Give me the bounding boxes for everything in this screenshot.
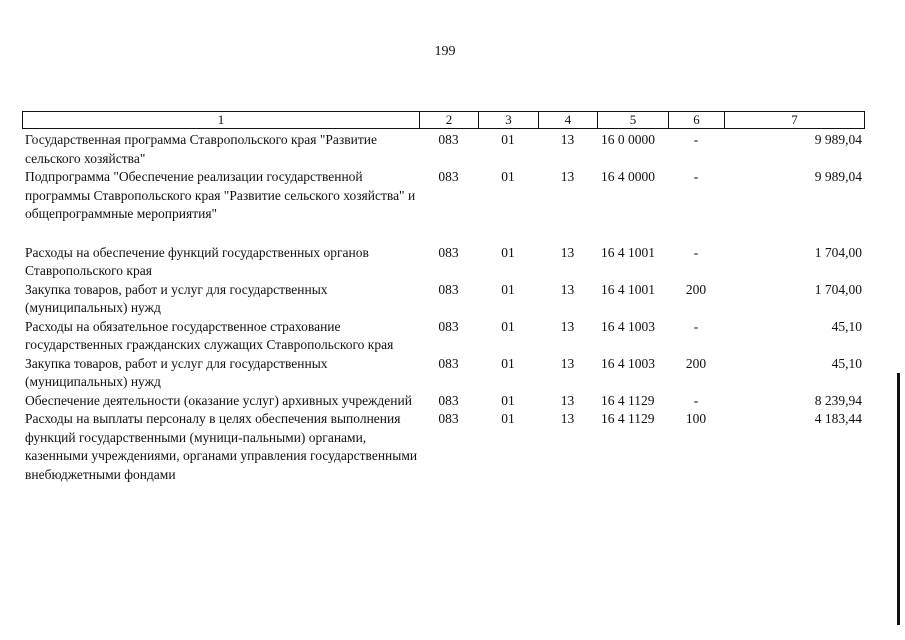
row-col-6: -	[693, 169, 699, 184]
header-col-3: 3	[479, 112, 539, 128]
header-col-4: 4	[539, 112, 598, 128]
row-col-3: 01	[501, 281, 515, 297]
row-col-7: 4 183,44	[814, 411, 862, 426]
row-col-5: 16 4 0000	[601, 169, 655, 184]
header-col-5: 5	[598, 112, 669, 128]
row-name: Расходы на обеспечение функций государственных органов Ставропольского края	[25, 244, 369, 278]
row-col-4: 13	[560, 411, 575, 426]
table-body	[22, 131, 865, 484]
row-col-5: 16 4 1129	[601, 411, 655, 426]
row-col-2: 083	[438, 392, 459, 408]
row-col-4: 13	[560, 318, 575, 334]
table-row	[22, 131, 865, 168]
row-col-7: 45,10	[831, 355, 862, 371]
table-row	[22, 318, 865, 355]
table-row	[22, 410, 865, 484]
row-col-6: -	[693, 132, 699, 147]
row-col-7: 45,10	[831, 318, 862, 334]
row-col-7: 8 239,94	[814, 392, 862, 408]
row-col-5: 16 4 1129	[601, 392, 655, 408]
row-col-2: 083	[438, 244, 459, 260]
row-name: Закупка товаров, работ и услуг для государственных (муниципальных) нужд	[25, 355, 328, 389]
row-col-2: 083	[438, 132, 459, 147]
row-col-7: 1 704,00	[814, 281, 862, 297]
row-col-6: 200	[685, 355, 707, 371]
row-col-4: 13	[560, 169, 575, 184]
row-col-7: 9 989,04	[814, 169, 862, 184]
row-col-5: 16 4 1001	[601, 244, 655, 260]
row-name: Закупка товаров, работ и услуг для государственных (муниципальных) нужд	[25, 281, 328, 315]
row-col-6: -	[693, 392, 699, 408]
row-col-2: 083	[438, 281, 459, 297]
row-col-5: 16 4 1001	[601, 281, 655, 297]
row-col-6: -	[693, 244, 699, 260]
row-col-2: 083	[438, 318, 459, 334]
table-row	[22, 355, 865, 392]
header-col-6: 6	[669, 112, 725, 128]
table-row	[22, 281, 865, 318]
row-col-4: 13	[560, 281, 575, 297]
header-col-2: 2	[420, 112, 479, 128]
row-name: Государственная программа Ставропольского края "Развитие сельского хозяйства"	[25, 132, 377, 166]
row-col-3: 01	[501, 244, 515, 260]
row-col-4: 13	[560, 355, 575, 371]
row-col-3: 01	[501, 318, 515, 334]
header-col-1: 1	[23, 112, 420, 128]
row-name: Расходы на обязательное государственное страхование государственных гражданских служащих Ставропольского края	[25, 318, 394, 352]
row-col-4: 13	[560, 244, 575, 260]
row-col-3: 01	[501, 132, 515, 147]
row-col-3: 01	[501, 355, 515, 371]
row-col-7: 9 989,04	[814, 132, 862, 147]
table-header	[22, 111, 865, 129]
row-col-2: 083	[438, 355, 459, 371]
row-col-3: 01	[501, 411, 515, 426]
row-col-5: 16 4 1003	[601, 318, 655, 334]
row-gap	[22, 224, 865, 244]
scan-edge-line	[897, 373, 900, 625]
row-col-5: 16 0 0000	[601, 132, 655, 147]
row-col-3: 01	[501, 392, 515, 408]
row-col-2: 083	[438, 411, 459, 426]
row-col-3: 01	[501, 169, 515, 184]
page-number: 199	[434, 44, 456, 59]
row-name: Обеспечение деятельности (оказание услуг) архивных учреждений	[25, 392, 412, 408]
table-row	[22, 392, 865, 411]
table-row	[22, 168, 865, 224]
row-name: Расходы на выплаты персоналу в целях обеспечения выполнения функций государственными (муници-пальными) органами, казенными учреждениями, органами управления государственными внебюджетными фондами	[25, 411, 418, 482]
row-col-6: -	[693, 318, 699, 334]
row-col-6: 100	[685, 411, 707, 426]
row-col-6: 200	[685, 281, 707, 297]
header-col-7: 7	[791, 112, 798, 127]
row-col-4: 13	[560, 392, 575, 408]
row-col-5: 16 4 1003	[601, 355, 655, 371]
row-name: Подпрограмма "Обеспечение реализации государственной программы Ставропольского края "Развитие сельского хозяйства" и общепрограммные мероприятия"	[25, 169, 416, 221]
row-col-2: 083	[438, 169, 459, 184]
row-col-7: 1 704,00	[814, 244, 862, 260]
table-row	[22, 244, 865, 281]
row-col-4: 13	[560, 132, 575, 147]
